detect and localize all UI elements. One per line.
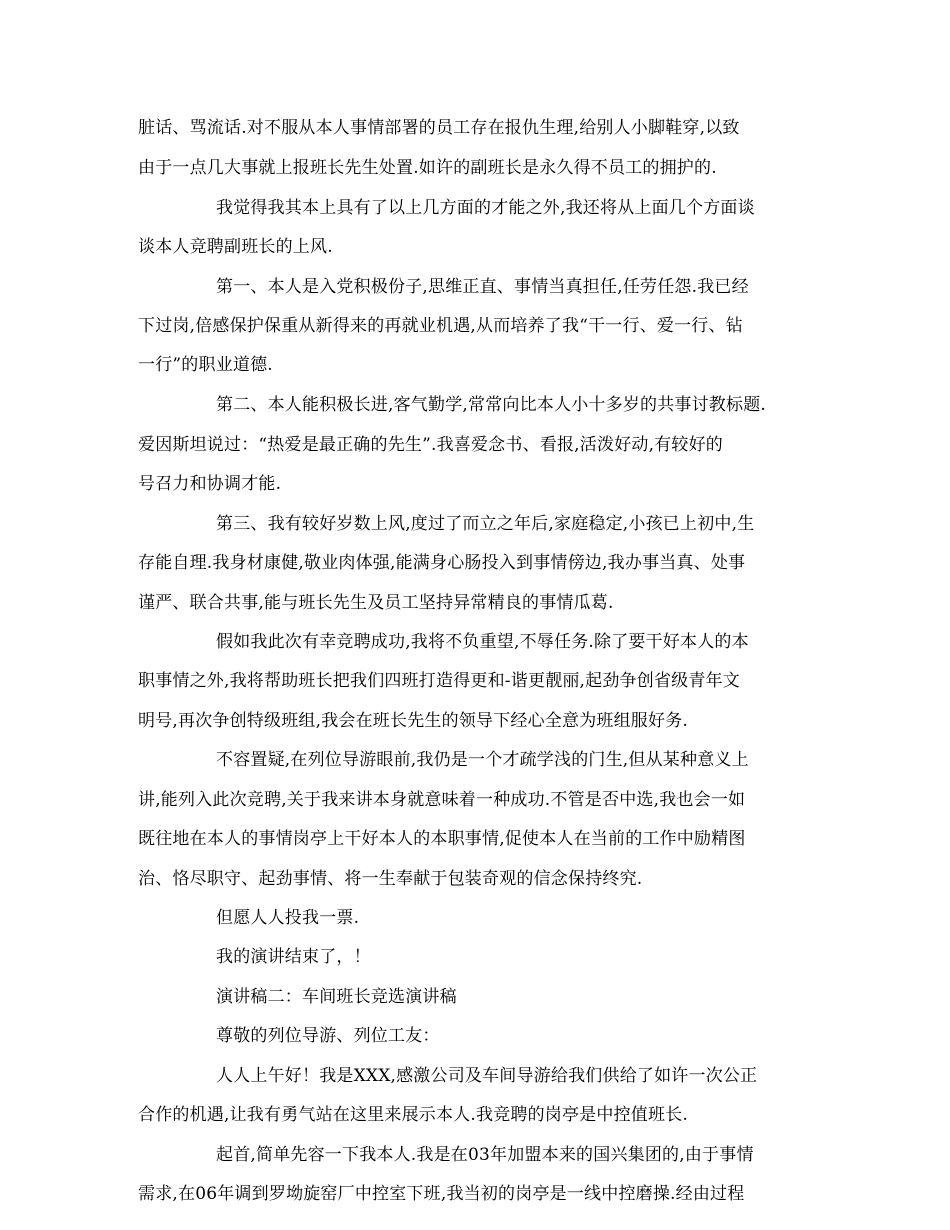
salutation: 尊敬的列位导游、列位工友：: [216, 1026, 440, 1046]
paragraph-first-line: 起首,简单先容一下我本人.我是在03年加盟本来的国兴集团的,由于事情: [216, 1145, 754, 1165]
text-line: 下过岗,倍感保护保重从新得来的再就业机遇,从而培养了我“干一行、爱一行、钻: [138, 316, 743, 336]
text-line: 存能自理.我身材康健,敬业肉体强,能满身心肠投入到事情傍边,我办事当真、处事: [138, 553, 746, 573]
paragraph-first-line: 我的演讲结束了，！: [216, 947, 371, 967]
paragraph-first-line: 第一、本人是入党积极份子,思维正直、事情当真担任,任劳任怨.我已经: [216, 277, 749, 297]
paragraph-first-line: 第三、我有较好岁数上风,度过了而立之年后,家庭稳定,小孩已上初中,生: [216, 514, 755, 534]
text-line: 需求,在06年调到罗坳旋窑厂中控室下班,我当初的岗亭是一线中控磨操.经由过程: [138, 1184, 745, 1204]
paragraph-first-line: 第二、本人能积极长进,客气勤学,常常向比本人小十多岁的共事讨教标题.: [216, 395, 767, 415]
paragraph-first-line: 人人上午好！我是XXX,感激公司及车间导游给我们供给了如许一次公正: [216, 1066, 758, 1086]
paragraph-first-line: 假如我此次有幸竞聘成功,我将不负重望,不辱任务.除了要干好本人的本: [216, 632, 749, 652]
text-line: 明号,再次争创特级班组,我会在班长先生的领导下经心全意为班组服好务.: [138, 711, 689, 731]
text-line: 脏话、骂流话.对不服从本人事情部署的员工存在报仇生理,给别人小脚鞋穿,以致: [138, 118, 740, 138]
text-line: 由于一点几大事就上报班长先生处置.如许的副班长是永久得不员工的拥护的.: [138, 158, 717, 178]
paragraph-first-line: 我觉得我其本上具有了以上几方面的才能之外,我还将从上面几个方面谈: [216, 198, 755, 218]
text-line: 号召力和协调才能.: [138, 474, 282, 494]
text-line: 讲,能列入此次竞聘,关于我来讲本身就意味着一种成功.不管是否中选,我也会一如: [138, 790, 746, 810]
text-line: 职事情之外,我将帮助班长把我们四班打造得更和-谐更靓丽,起劲争创省级青年文: [138, 671, 740, 691]
text-line: 谈本人竞聘副班长的上风.: [138, 237, 333, 257]
text-line: 既往地在本人的事情岗亭上干好本人的本职事情,促使本人在当前的工作中励精图: [138, 829, 746, 849]
text-line: 爱因斯坦说过：“热爱是最正确的先生”.我喜爱念书、看报,活泼好动,有较好的: [138, 435, 723, 455]
paragraph-first-line: 但愿人人投我一票.: [216, 908, 360, 928]
text-line: 一行”的职业道德.: [138, 355, 273, 375]
paragraph-first-line: 不容置疑,在列位导游眼前,我仍是一个才疏学浅的门生,但从某种意义上: [216, 750, 749, 770]
text-line: 谨严、联合共事,能与班长先生及员工坚持异常精良的事情瓜葛.: [138, 593, 614, 613]
text-line: 合作的机遇,让我有勇气站在这里来展示本人.我竞聘的岗亭是中控值班长.: [138, 1105, 689, 1125]
text-line: 治、恪尽职守、起劲事情、将一生奉献于包装奇观的信念保持终究.: [138, 869, 643, 889]
section-heading: 演讲稿二：车间班长竞选演讲稿: [216, 987, 457, 1007]
